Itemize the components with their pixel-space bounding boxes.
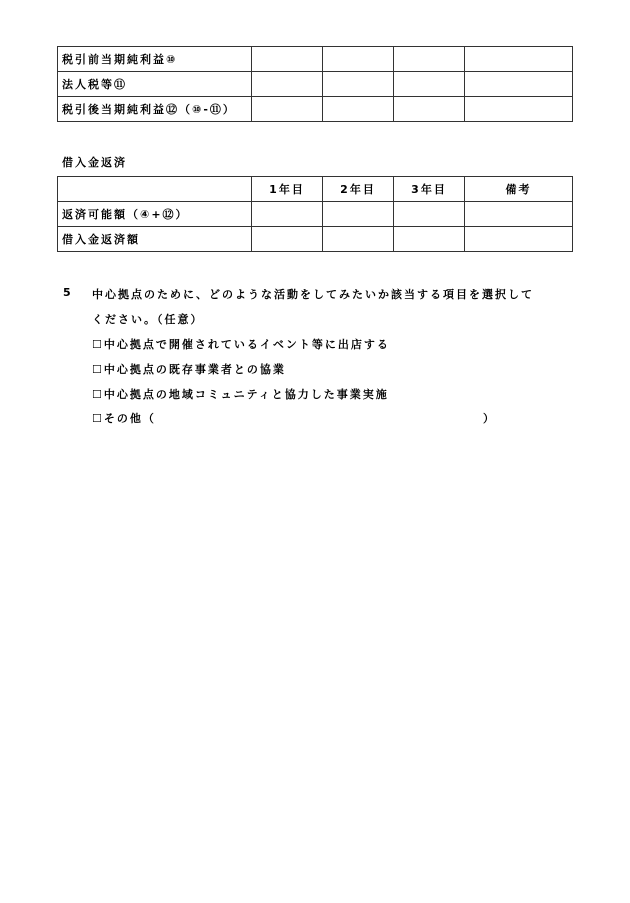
table-row: [58, 97, 573, 122]
input-cell[interactable]: [394, 47, 465, 72]
input-cell[interactable]: [394, 227, 465, 252]
input-cell[interactable]: [323, 97, 394, 122]
header-year-1: 1年目: [252, 177, 323, 202]
option-community[interactable]: ☐中心拠点の地域コミュニティと協力した事業実施: [92, 388, 389, 401]
input-cell[interactable]: [252, 227, 323, 252]
table-row: [58, 72, 573, 97]
question-text-line2: ください。（任意）: [92, 313, 204, 326]
option-collaboration[interactable]: ☐中心拠点の既存事業者との協業: [92, 363, 286, 376]
question-text-line1: 中心拠点のために、どのような活動をしてみたいか該当する項目を選択して: [92, 288, 534, 301]
option-other[interactable]: ☐その他（: [92, 412, 156, 425]
input-cell[interactable]: [323, 227, 394, 252]
input-cell[interactable]: [252, 202, 323, 227]
input-cell[interactable]: [465, 202, 573, 227]
loan-table: [57, 176, 573, 252]
row-label: 法人税等⑪: [58, 72, 252, 97]
header-cell: [58, 177, 252, 202]
loan-section-title: 借入金返済: [62, 156, 127, 169]
input-cell[interactable]: [394, 202, 465, 227]
input-cell[interactable]: [323, 47, 394, 72]
input-cell[interactable]: [465, 97, 573, 122]
row-label: 税引後当期純利益⑫（⑩-⑪）: [58, 97, 252, 122]
input-cell[interactable]: [252, 97, 323, 122]
table-row: [58, 47, 573, 72]
other-close-paren: ）: [483, 412, 496, 425]
table-row: [58, 202, 573, 227]
row-label: 返済可能額（④+⑫）: [58, 202, 252, 227]
header-year-2: 2年目: [323, 177, 394, 202]
profit-table: [57, 46, 573, 122]
table-row: [58, 227, 573, 252]
input-cell[interactable]: [465, 227, 573, 252]
row-label: 税引前当期純利益⑩: [58, 47, 252, 72]
input-cell[interactable]: [465, 72, 573, 97]
input-cell[interactable]: [252, 72, 323, 97]
question-number: 5: [63, 286, 73, 299]
input-cell[interactable]: [252, 47, 323, 72]
table-header-row: [58, 177, 573, 202]
header-remarks: 備考: [465, 177, 573, 202]
input-cell[interactable]: [323, 72, 394, 97]
option-event-booth[interactable]: ☐中心拠点で開催されているイベント等に出店する: [92, 338, 390, 351]
input-cell[interactable]: [394, 97, 465, 122]
input-cell[interactable]: [465, 47, 573, 72]
input-cell[interactable]: [323, 202, 394, 227]
row-label: 借入金返済額: [58, 227, 252, 252]
header-year-3: 3年目: [394, 177, 465, 202]
input-cell[interactable]: [394, 72, 465, 97]
